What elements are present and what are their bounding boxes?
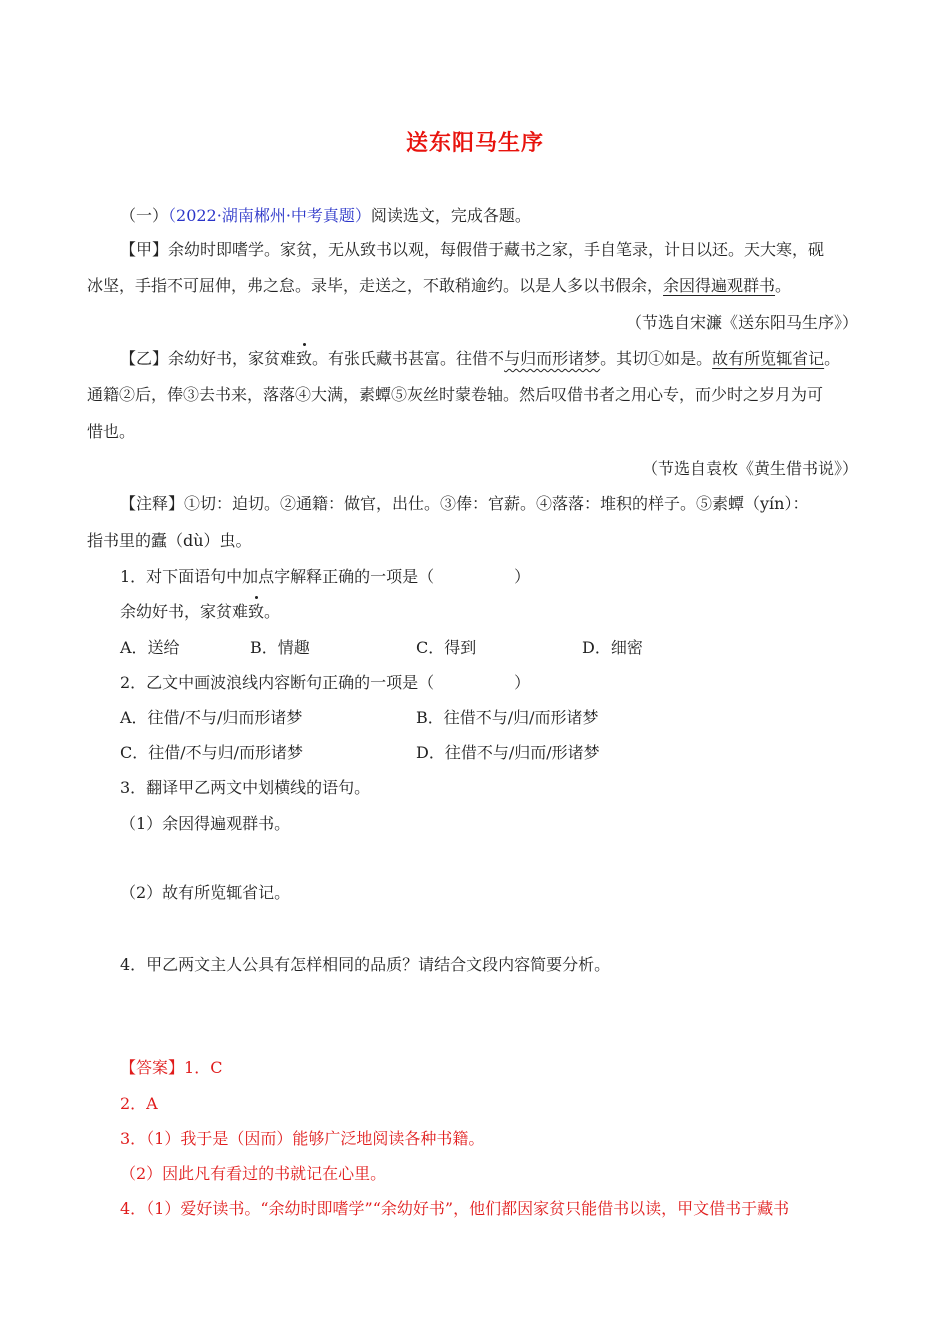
- q1-option-c: C．得到: [416, 638, 477, 657]
- q2-option-d: D．往借不与/归而/形诸梦: [416, 743, 600, 762]
- dotted-char: 致: [296, 349, 313, 368]
- jia-text-2-end: 。: [775, 276, 792, 295]
- jia-line-1: [120, 240, 900, 260]
- answer-label: 【答案】: [120, 1058, 185, 1077]
- yi-underlined-sentence: 故有所览辄省记: [712, 349, 825, 368]
- q2-option-b: B．往借不与/归/而形诸梦: [416, 708, 599, 727]
- section-intro: [120, 206, 900, 226]
- q2-option-c: C．往借/不与归/而形诸梦: [120, 743, 304, 762]
- page-title: 送东阳马生序: [405, 131, 544, 156]
- question-3-sub-1: （1）余因得遍观群书。: [120, 814, 291, 833]
- question-2-stem: 2．乙文中画波浪线内容断句正确的一项是（ ）: [120, 673, 531, 692]
- question-1-sentence: [120, 602, 900, 622]
- jia-text-1: 余幼时即嗜学。家贫，无从致书以观，每假借于藏书之家，手自笔录，计日以还。天大寒，砚: [168, 240, 825, 259]
- answer-1-text: 1．C: [184, 1058, 223, 1077]
- yi-source: （节选自袁枚《黄生借书说》）: [641, 459, 858, 478]
- yi-line-2: 通籍②后，俸③去书来，落落④大满，素蟫⑤灰丝时蒙卷轴。然后叹借书者之用心专，而少时之岁月为可: [87, 385, 824, 404]
- intro-instruction: 阅读选文，完成各题。: [370, 206, 531, 225]
- yi-text-1c: 。其切①如是。: [600, 349, 713, 368]
- q1-dotted-char: 致: [248, 602, 265, 621]
- jia-source: （节选自宋濂《送东阳马生序》）: [625, 313, 858, 332]
- jia-underlined-sentence: 余因得遍观群书: [663, 276, 776, 295]
- q2-option-a: A．往借/不与/归而形诸梦: [120, 708, 303, 727]
- answer-1: [120, 1058, 900, 1078]
- yi-line-3: 惜也。: [87, 422, 136, 441]
- yi-wavy-text: 与归而形诸梦: [504, 349, 601, 368]
- answer-2: 2．A: [120, 1094, 158, 1113]
- answer-4: 4．（1）爱好读书。“余幼时即嗜学”“余幼好书”，他们都因家贫只能借书以读，甲文借书于藏书: [120, 1199, 790, 1218]
- exam-source: （2022·湖南郴州·中考真题）: [168, 206, 371, 225]
- yi-text-1b: 。有张氏藏书甚富。往借不: [312, 349, 505, 368]
- question-1-stem: 1．对下面语句中加点字解释正确的一项是（ ）: [120, 567, 531, 586]
- yi-text-1d: 。: [824, 349, 841, 368]
- question-4-stem: 4．甲乙两文主人公具有怎样相同的品质？请结合文段内容简要分析。: [120, 955, 611, 974]
- q1-option-b: B．情趣: [250, 638, 310, 657]
- question-3-stem: 3．翻译甲乙两文中划横线的语句。: [120, 778, 371, 797]
- jia-line-2: [87, 276, 867, 296]
- jia-text-2: 冰坚，手指不可屈伸，弗之怠。录毕，走送之，不敢稍逾约。以是人多以书假余，: [87, 276, 664, 295]
- jia-label: 【甲】: [120, 240, 169, 259]
- question-3-sub-2: （2）故有所览辄省记。: [120, 883, 291, 902]
- yi-text-1a: 余幼好书，家贫难: [168, 349, 297, 368]
- q1-sentence-end: 。: [264, 602, 281, 621]
- answer-3-1: 3．（1）我于是（因而）能够广泛地阅读各种书籍。: [120, 1129, 485, 1148]
- notes-line-1: 【注释】①切：迫切。②通籍：做官，出仕。③俸：官薪。④落落：堆积的样子。⑤素蟫（yín）：: [120, 494, 809, 513]
- q1-option-a: A．送给: [120, 638, 180, 657]
- answer-3-2: （2）因此凡有看过的书就记在心里。: [120, 1164, 387, 1183]
- q1-sentence-text: 余幼好书，家贫难: [120, 602, 249, 621]
- yi-label: 【乙】: [120, 349, 169, 368]
- yi-line-1: [120, 349, 900, 369]
- q1-option-d: D．细密: [582, 638, 643, 657]
- section-number: （一）: [120, 206, 169, 225]
- notes-line-2: 指书里的蠹（dù）虫。: [87, 531, 252, 550]
